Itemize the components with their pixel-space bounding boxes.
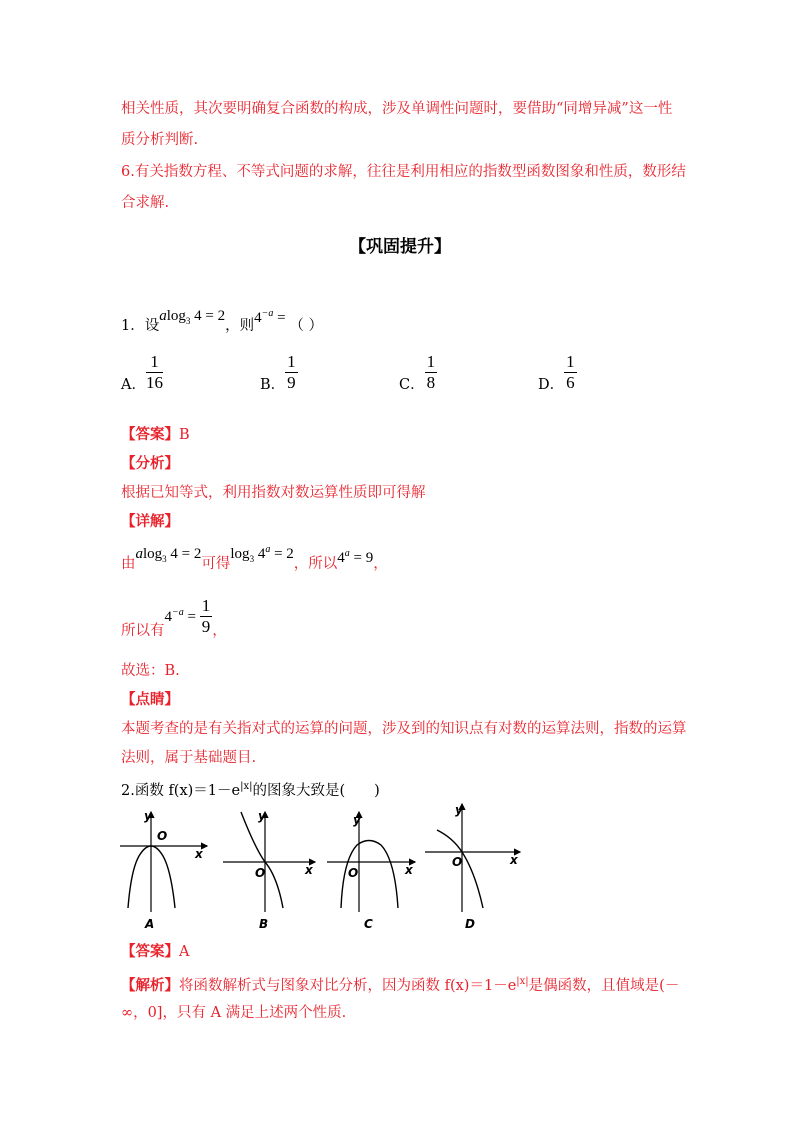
intro-line-2: 质分析判断. — [121, 132, 199, 148]
q2-graphs — [115, 800, 535, 940]
q1-analysis: 根据已知等式，利用指数对数运算性质即可得解 — [121, 485, 426, 501]
option-b-fraction: $\frac{1}{9}$ — [287, 352, 296, 392]
q1-detail-tag: 【详解】 — [121, 513, 179, 530]
graph-b-label: B — [259, 917, 269, 931]
q2-analysis-1: 【解析】将函数解析式与图象对比分析，因为函数 $f(x)=1-e^{|x|}$是偶函数，且值域是(－ — [121, 976, 680, 994]
q1-expression: $4^{-a}$ = — [254, 308, 290, 326]
graph-d-label: D — [465, 917, 475, 931]
q1-then: ，则 — [225, 318, 255, 334]
q1-analysis-tag: 【分析】 — [121, 455, 179, 472]
q1-comment-2: 法则，属于基础题目. — [121, 750, 257, 766]
graph-a-label: A — [145, 917, 155, 931]
option-c: C． $\frac{1}{8}$ — [399, 352, 436, 393]
q2-answer: 【答案】A — [121, 943, 190, 960]
graph-a-x-label: x — [195, 847, 203, 861]
graph-c-x-label: x — [405, 863, 413, 877]
graph-c-y-label: y — [353, 813, 361, 827]
intro-line-1: 相关性质，其次要明确复合函数的构成，涉及单调性问题时，要借助“同增异减”这一性 — [121, 101, 673, 117]
graph-b-x-label: x — [305, 863, 313, 877]
graph-a-y-label: y — [144, 809, 152, 823]
q1-detail-line2: 所以有$4^{-a}$ = $\frac{1}{9}$ ， — [121, 596, 227, 639]
q1-comment-tag: 【点睛】 — [121, 691, 179, 708]
option-d: D． $\frac{1}{6}$ — [538, 352, 575, 393]
graph-d — [425, 803, 520, 931]
option-b: B． $\frac{1}{9}$ — [260, 352, 296, 393]
q1-answer: 【答案】B — [121, 426, 190, 443]
graph-d-y-label: y — [455, 803, 463, 817]
q2-stem: 2.函数 $f(x)=1-e^{|x|}$的图象大致是( ) — [121, 781, 380, 799]
q1-choose: 故选：B. — [121, 663, 180, 679]
intro-line-4: 合求解. — [121, 195, 170, 211]
graph-d-x-label: x — [510, 853, 518, 867]
q2-analysis-2: ∞，0]，只有 A 满足上述两个性质. — [121, 1005, 347, 1021]
graph-c-label: C — [364, 917, 373, 931]
q1-condition: alog$_3$ 4 = 2 — [159, 308, 226, 326]
q1-comment-1: 本题考查的是有关指对式的运算的问题，涉及到的知识点有对数的运算法则，指数的运算 — [121, 721, 687, 737]
intro-line-3: 6.有关指数方程、不等式问题的求解，往往是利用相应的指数型函数图象和性质，数形结 — [121, 164, 686, 180]
q1-prefix: 1．设 — [121, 318, 160, 334]
section-title: 【巩固提升】 — [349, 237, 451, 257]
q1-paren: （ ） — [289, 318, 323, 334]
q1-detail-line1: 由alog$_3$ 4 = 2可得$\log_3 4^a = 2$，所以$4^a = 9$， — [121, 544, 388, 572]
graph-c-origin: O — [348, 866, 359, 880]
graph-c — [327, 812, 415, 931]
option-d-fraction: $\frac{1}{6}$ — [566, 352, 575, 392]
graph-a — [120, 809, 207, 931]
graph-a-origin: O — [157, 829, 168, 843]
q1-stem — [121, 308, 323, 341]
graph-b-y-label: y — [258, 809, 266, 823]
graph-b-origin: O — [255, 866, 266, 880]
graph-b — [223, 809, 315, 931]
option-a: A． $\frac{1}{16}$ — [121, 352, 163, 393]
option-c-fraction: $\frac{1}{8}$ — [426, 352, 436, 392]
option-a-fraction: $\frac{1}{16}$ — [145, 352, 163, 392]
graph-d-origin: O — [452, 855, 463, 869]
